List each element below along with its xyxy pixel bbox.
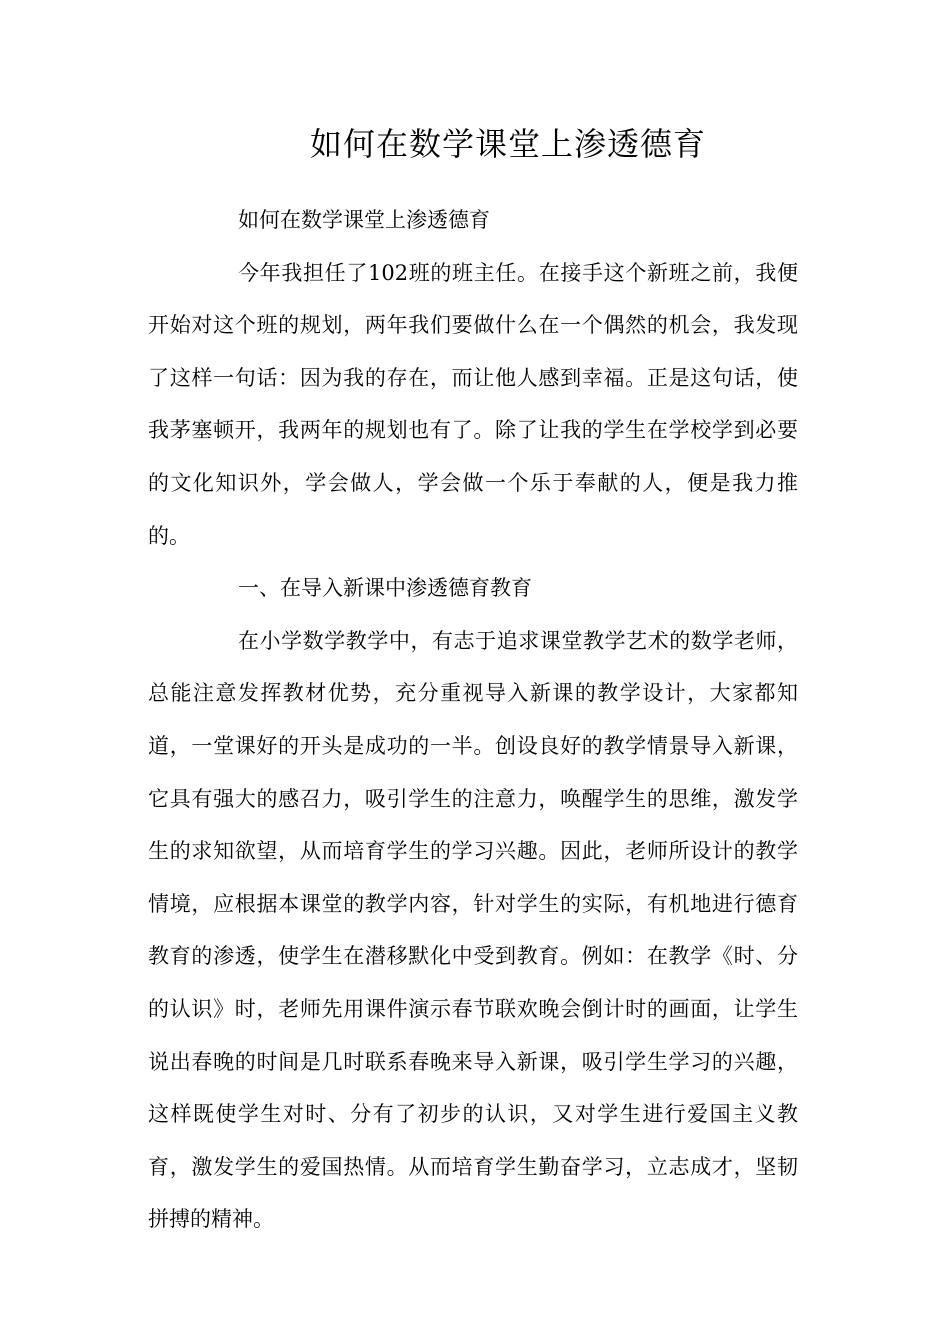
document-title: 如何在数学课堂上渗透德育 <box>309 125 706 163</box>
intro-paragraph: 今年我担任了102班的班主任。在接手这个新班之前，我便开始对这个班的规划，两年我们要做什么在一个偶然的机会，我发现了这样一句话：因为我的存在，而让他人感到幸福。正是这句话，使我茅塞顿开，我两年的规划也有了。除了让我的学生在学校学到必要的文化知识外，学会做人，学会做一个乐于奉献的人，便是我力推的。 <box>148 260 798 548</box>
section-heading: 一、在导入新课中渗透德育教育 <box>238 576 532 601</box>
document-body <box>148 194 798 1246</box>
section-paragraph: 在小学数学教学中，有志于追求课堂教学艺术的数学老师，总能注意发挥教材优势，充分重视导入新课的教学设计，大家都知道，一堂课好的开头是成功的一半。创设良好的教学情景导入新课，它具有强大的感召力，吸引学生的注意力，唤醒学生的思维，激发学生的求知欲望，从而培育学生的学习兴趣。因此，老师所设计的教学情境，应根据本课堂的教学内容，针对学生的实际，有机地进行德育教育的渗透，使学生在潜移默化中受到教育。例如：在教学《时、分的认识》时，老师先用课件演示春节联欢晚会倒计时的画面，让学生说出春晚的时间是几时联系春晚来导入新课，吸引学生学习的兴趣，这样既使学生对时、分有了初步的认识，又对学生进行爱国主义教育，激发学生的爱国热情。从而培育学生勤奋学习，立志成才，坚韧拼搏的精神。 <box>148 628 798 1232</box>
subtitle-paragraph: 如何在数学课堂上渗透德育 <box>238 208 490 232</box>
